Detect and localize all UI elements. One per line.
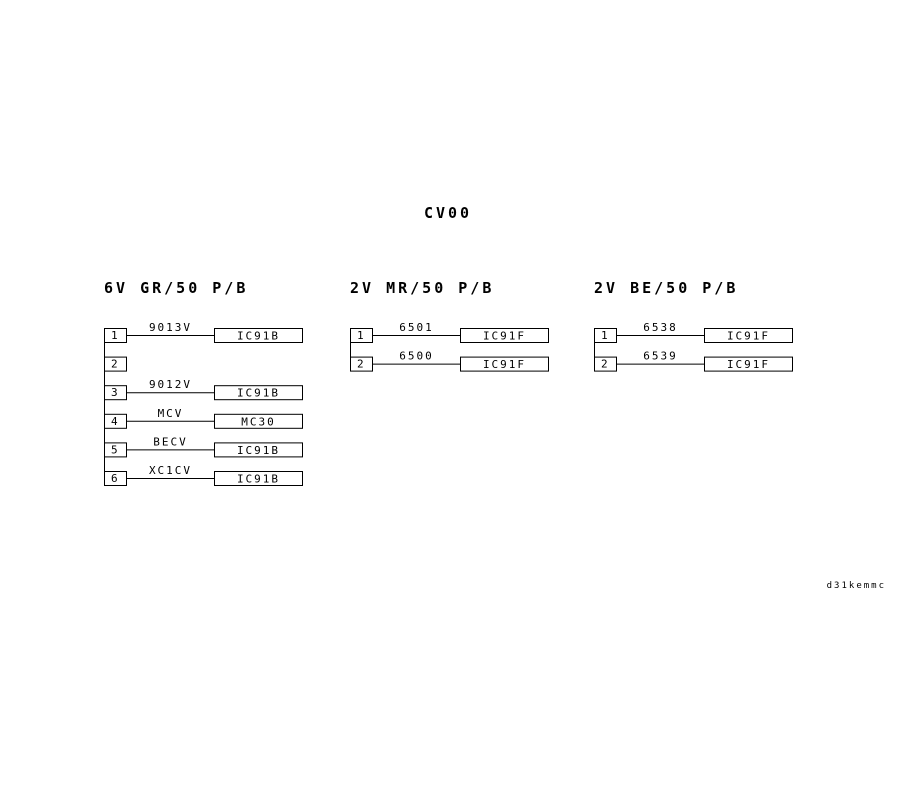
drawing-reference: d31kemmc xyxy=(826,581,886,591)
pin-row xyxy=(105,464,303,486)
pin-row xyxy=(105,407,303,429)
wire-label: MCV xyxy=(157,406,184,420)
destination-label: IC91F xyxy=(726,329,771,343)
wire-label: XC1CV xyxy=(148,464,193,477)
wire-label: 6501 xyxy=(399,321,434,334)
connector-header: 6V GR/50 P/B xyxy=(104,279,249,297)
pin-number: 4 xyxy=(111,414,118,428)
pin-number: 1 xyxy=(601,329,608,342)
pin-number: 2 xyxy=(601,357,608,371)
destination-label: IC91B xyxy=(236,386,281,400)
pin-number: 2 xyxy=(111,357,118,371)
pin-row xyxy=(595,321,793,343)
pin-row xyxy=(105,435,303,457)
pin-row xyxy=(351,321,549,343)
connector-header: 2V MR/50 P/B xyxy=(350,279,495,297)
destination-label: IC91F xyxy=(482,329,527,343)
wire-label: 6500 xyxy=(399,349,434,363)
pin-number: 5 xyxy=(111,443,118,457)
connector-header: 2V BE/50 P/B xyxy=(594,279,739,297)
pin-row xyxy=(351,350,549,372)
destination-label: IC91F xyxy=(726,358,771,372)
connector-3 xyxy=(594,279,793,371)
destination-label: IC91B xyxy=(236,443,281,457)
pin-number: 1 xyxy=(357,329,364,342)
connector-2 xyxy=(350,279,549,371)
pin-row xyxy=(105,357,127,371)
destination-label: IC91F xyxy=(482,358,527,372)
wire-label: 9012V xyxy=(148,378,193,392)
pin-row xyxy=(595,350,793,372)
pin-row xyxy=(105,378,303,400)
pin-row xyxy=(105,321,303,343)
pin-number: 2 xyxy=(357,357,364,371)
pin-number: 3 xyxy=(111,386,118,400)
destination-label: MC30 xyxy=(241,415,276,429)
pin-number: 6 xyxy=(111,472,118,485)
pin-number: 1 xyxy=(111,329,118,342)
connector-groups xyxy=(104,279,793,486)
diagram-title: CV00 xyxy=(423,204,473,222)
wire-label: BECV xyxy=(153,435,188,449)
destination-label: IC91B xyxy=(236,329,281,343)
wire-label: 6539 xyxy=(643,349,678,363)
wire-label: 9013V xyxy=(148,321,193,334)
connector-1 xyxy=(104,279,303,486)
destination-label: IC91B xyxy=(236,472,281,486)
wire-label: 6538 xyxy=(643,321,678,334)
